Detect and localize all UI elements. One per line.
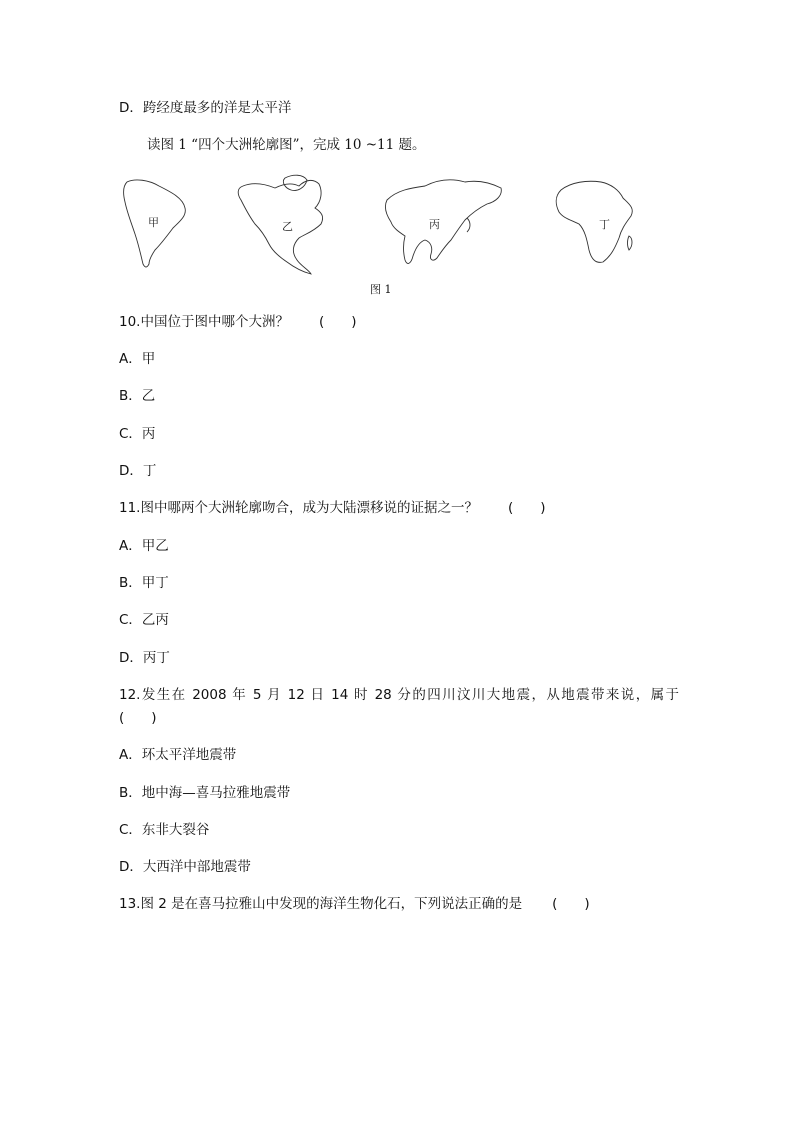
q12-option-d: D．大西洋中部地震带 [119, 859, 251, 875]
q9-option-d: D．跨经度最多的洋是太平洋 [119, 100, 292, 116]
q13-answer-parens: ( ) [552, 896, 590, 912]
madagascar-outline [628, 236, 633, 250]
q12-option-b: B．地中海—喜马拉雅地震带 [119, 785, 291, 801]
q13-stem-text: 13.图 2 是在喜马拉雅山中发现的海洋生物化石，下列说法正确的是 [119, 896, 523, 912]
q11-answer-parens: ( ) [507, 500, 546, 516]
label-yi: 乙 [282, 220, 293, 233]
q11-stem [119, 499, 546, 517]
continents-outline-map [115, 172, 645, 282]
q11-option-a: A．甲乙 [119, 538, 169, 554]
q12-stem: 12.发生在 2008 年 5 月 12 日 14 时 28 分的四川汶川大地震，从地震带来说，属于 [119, 687, 679, 703]
q10-option-b: B．乙 [119, 388, 156, 404]
q12-option-c: C．东非大裂谷 [119, 822, 210, 838]
q11-option-b: B．甲丁 [119, 575, 169, 591]
africa-outline [556, 181, 632, 262]
q11-option-d: D．丙丁 [119, 650, 170, 666]
q12-answer-parens: ( ) [119, 710, 157, 726]
north-america-outline [238, 180, 322, 274]
q10-stem-text: 10.中国位于图中哪个大洲？ [119, 314, 289, 330]
q10-option-d: D．丁 [119, 463, 157, 479]
q11-option-c: C．乙丙 [119, 612, 169, 628]
continents-figure [115, 172, 645, 282]
asia-outline [385, 180, 501, 264]
q12-option-a: A．环太平洋地震带 [119, 747, 237, 763]
q11-stem-text: 11.图中哪两个大洲轮廓吻合，成为大陆漂移说的证据之一？ [119, 500, 478, 516]
q13-stem [119, 895, 590, 913]
q10-option-c: C．丙 [119, 426, 156, 442]
figure-caption: 图 1 [370, 283, 392, 296]
japan-outline [467, 218, 470, 232]
q10-option-a: A．甲 [119, 351, 156, 367]
label-jia: 甲 [148, 216, 159, 229]
q10-answer-parens: ( ) [318, 314, 357, 330]
label-bing: 丙 [429, 218, 440, 231]
q10-stem [119, 313, 357, 331]
figure-intro: 读图 1 “四个大洲轮廓图”，完成 10 ~11 题。 [147, 137, 426, 153]
label-ding: 丁 [599, 218, 610, 231]
